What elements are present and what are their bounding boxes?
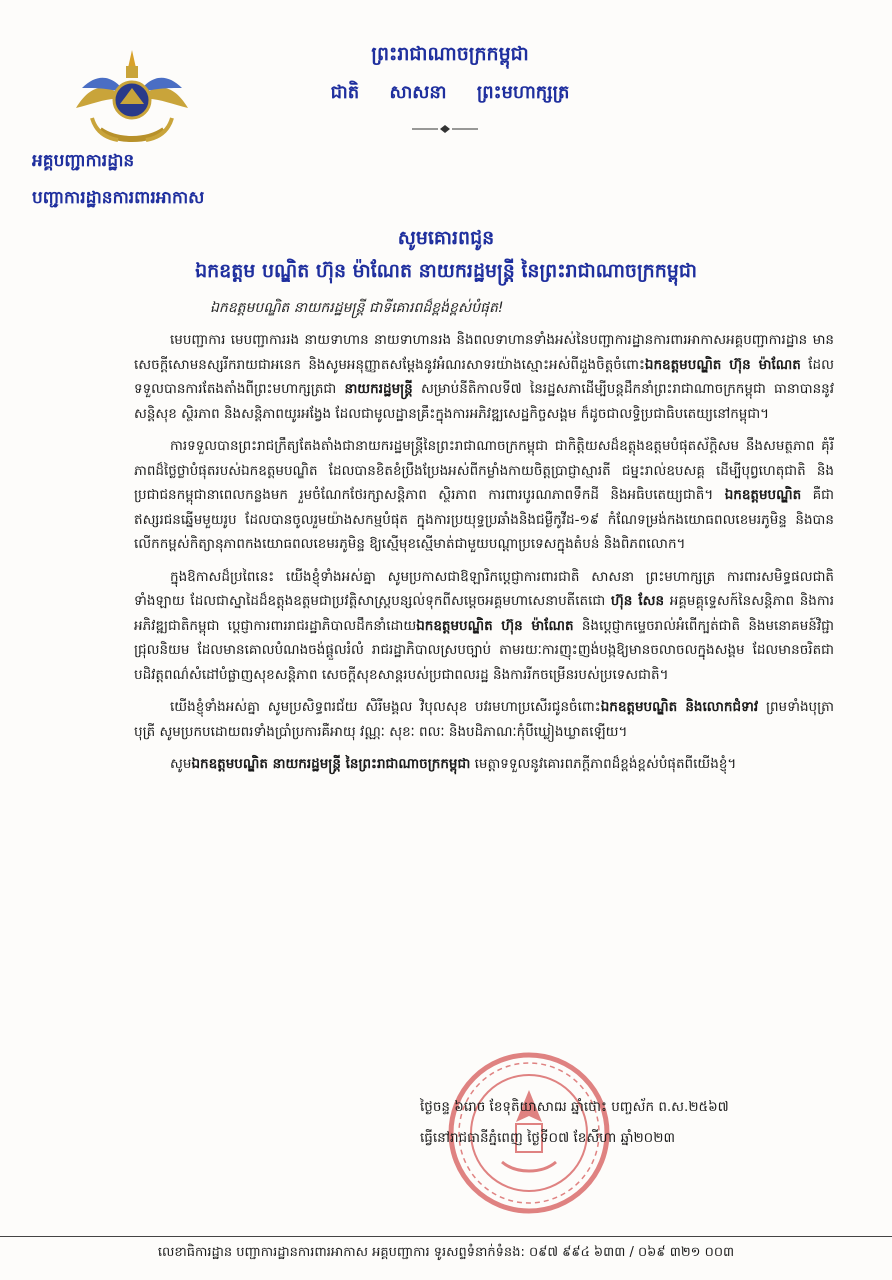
paragraph-4: យើងខ្ញុំទាំងអស់គ្នា សូមប្រសិទ្ធពរជ័យ សិរីមង្គល វិបុលសុខ បវរមហាប្រសើរជូនចំពោះឯកឧត្តមបណ្ឌិត និងលោកជំទាវ ព្រមទាំងបុត្រាបុត្រី សូមប្រកបដោយពរទាំងប្រាំប្រការគឺអាយុ វណ្ណៈ សុខៈ ពលៈ និងបដិភាណៈកុំបីឃ្លៀងឃ្លាតឡើយ។: [134, 699, 834, 740]
signature-date: ថ្ងៃចន្ទ ៦រោច ខែទុតិយាសាឍ ឆ្នាំថោះ បញ្ចស័ក ព.ស.២៥៦៧: [420, 1099, 729, 1115]
signature-place: ធ្វើនៅរាជធានីភ្នំពេញ ថ្ងៃទី០៧ ខែសីហា ឆ្នាំ២០២៣: [420, 1130, 675, 1146]
footer-contact: លេខាធិការដ្ឋាន បញ្ជាការដ្ឋានការពារអាកាស អគ្គបញ្ជាការ ទូរសព្ទទំនាក់ទំនង: ០៩៧ ៩៩៤ ៦៣៣ / ០៦៩ ៣២១ ០០៣: [157, 1245, 735, 1260]
organization-line-1: អគ្គបញ្ជាការដ្ឋាន: [32, 151, 135, 171]
paragraph-2: ការទទួលបានព្រះរាជក្រឹត្យតែងតាំងជានាយករដ្ឋមន្ត្រីនៃព្រះរាជាណាចក្រកម្ពុជា ជាកិត្តិយសដ៏ឧត្តុងឧត្តមបំផុតស័ក្តិសម នឹងសមត្ថភាព គុំរីភាពដ៏ថ្លៃថ្លាបំផុតរបស់ឯកឧត្តមបណ្ឌិត ដែលបានខិតខំប្រឹងប្រែងអស់ពីកម្លាំងកាយចិត្តប្រាជ្ញាស្មារតី ជម្នះរាល់ឧបសគ្គ ដើម្បីបុព្វហេតុជាតិ និងប្រជាជនកម្ពុជានាពេលកន្លងមក រួមចំណែកថែរក្សាសន្តិភាព ស្ថិរភាព ការពារបូរណភាពទឹកដី និងអធិបតេយ្យជាតិ។ ឯកឧត្តមបណ្ឌិត គឺជាឥស្សរជនឆ្នើមមួយរូប ដែលបានចូលរួមយ៉ាងសកម្មបំផុត ក្នុងការប្រយុទ្ធប្រឆាំងនិងជម្ងឺកូវីដ-១៩ កំណែទម្រង់កងយោធពលខេមរភូមិន្ទ និងបានលើកកម្ពស់កិត្យានុភាពកងយោធពលខេមរភូមិន្ទ ឱ្យស្មើមុខស្មើមាត់ជាមួយបណ្តាប្រទេសក្នុងតំបន់ និងពិភពលោក។: [134, 438, 834, 552]
air-defense-emblem-icon: [72, 48, 192, 148]
salutation: ឯកឧត្តមបណ្ឌិត នាយករដ្ឋមន្ត្រី ជាទីគោរពដ៏ខ្ពង់ខ្ពស់បំផុត!: [210, 300, 504, 316]
paragraph-5: សូមឯកឧត្តមបណ្ឌិត នាយករដ្ឋមន្ត្រី នៃព្រះរាជាណាចក្រកម្ពុជា មេត្តាទទួលនូវគោរពភក្តីភាពដ៏ខ្ពង់ខ្ពស់បំផុតពីយើងខ្ញុំ។: [170, 756, 737, 772]
addressee: ឯកឧត្តម បណ្ឌិត ហ៊ុន ម៉ាណែត នាយករដ្ឋមន្ត្រី នៃព្រះរាជាណាចក្រកម្ពុជា: [195, 260, 697, 282]
letter-body: [134, 328, 834, 785]
paragraph-3: ក្នុងឱកាសដ៏ប្រពៃនេះ យើងខ្ញុំទាំងអស់គ្នា សូមប្រកាសជាឱឡារិកប្តេជ្ញាការពារជាតិ សាសនា ព្រះមហាក្សត្រ ការពារសមិទ្ធផលជាតិទាំងឡាយ ដែលជាស្នាដៃដ៏ឧត្តុងឧត្តមជាប្រវត្តិសាស្ត្របន្សល់ទុកពីសម្តេចអគ្គមហាសេនាបតីតេជោ ហ៊ុន សែន អគ្គមគ្គុទ្ទេសក៍នៃសន្តិភាព និងការអភិវឌ្ឍជាតិកម្ពុជា ប្តេជ្ញាការពាររាជរដ្ឋាភិបាលដឹកនាំដោយឯកឧត្តមបណ្ឌិត ហ៊ុន ម៉ាណែត និងប្តេជ្ញាកម្ទេចរាល់អំពើក្បត់ជាតិ និងមនោគមន៍វិជ្ជាជ្រុលនិយម ដែលមានគោលបំណងចង់ផ្តួលរំលំ រាជរដ្ឋាភិបាលស្របច្បាប់ តាមរយៈការញុះញង់បង្កឱ្យមានចលាចលក្នុងសង្គម ដែលមានចរិតជាបដិវត្តពណ៌សំដៅបំផ្លាញសុខសន្តិភាព សេចក្តីសុខសាន្តរបស់ប្រជាពលរដ្ឋ និងការរីកចម្រើនរបស់ប្រទេសជាតិ។: [134, 568, 835, 683]
ornament-divider-icon: [410, 119, 480, 129]
paragraph-1: មេបញ្ជាការ មេបញ្ជាការរង នាយទាហាន នាយទាហានរង និងពលទាហានទាំងអស់នៃបញ្ជាការដ្ឋានការពារអាកាសអគ្គបញ្ជាការដ្ឋាន មានសេចក្តីសោមនស្សរីករាយជាអនេក និងសូមអនុញ្ញាតសម្តែងនូវអំណរសាទរយ៉ាងស្មោះអស់ពីដួងចិត្តចំពោះឯកឧត្តមបណ្ឌិត ហ៊ុន ម៉ាណែត ដែលទទួលបានការតែងតាំងពីព្រះមហាក្សត្រជា នាយករដ្ឋមន្ត្រី សម្រាប់នីតិកាលទី៧ នៃរដ្ឋសភាដើម្បីបន្តដឹកនាំព្រះរាជាណាចក្រកម្ពុជា ធានាបាននូវសន្តិសុខ ស្ថិរភាព និងសន្តិភាពយូរអង្វែង ដែលជាមូលដ្ឋានគ្រឹះក្នុងការអភិវឌ្ឍសេដ្ឋកិច្ចសង្គម ក៏ដូចជាលទ្ធិប្រជាធិបតេយ្យនៅកម្ពុជា។: [134, 332, 834, 422]
footer-divider: [0, 1236, 892, 1237]
organization-line-2: បញ្ជាការដ្ឋានការពារអាកាស: [32, 188, 205, 208]
respectfully-to: សូមគោរពជូន: [397, 227, 495, 249]
kingdom-heading: ព្រះរាជាណាចក្រកម្ពុជា: [371, 43, 529, 65]
national-motto: ជាតិ សាសនា ព្រះមហាក្សត្រ: [330, 82, 570, 103]
